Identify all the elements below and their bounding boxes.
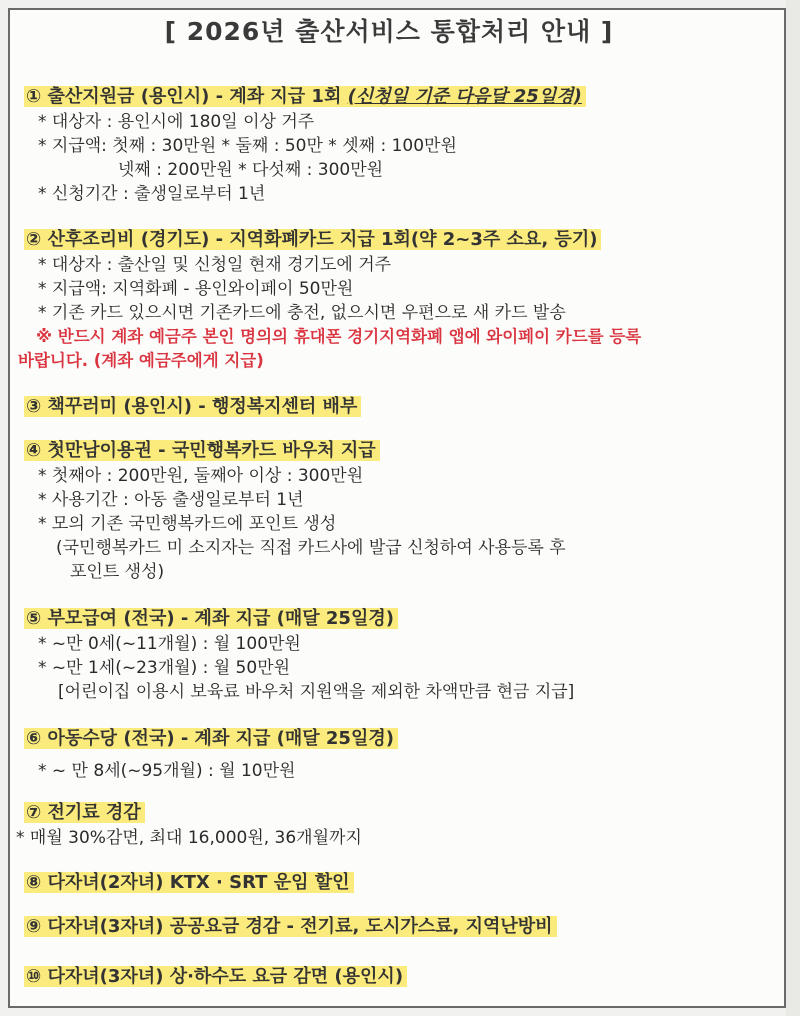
section-1-line-3: 넷째 : 200만원 * 다섯째 : 300만원 [118,160,384,180]
section-2-warning-2: 바랍니다. (계좌 예금주에게 지급) [18,351,264,370]
section-1-line-4: * 신청기간 : 출생일로부터 1년 [38,184,266,204]
section-7-heading [24,802,145,824]
section-2-line-1: * 대상자 : 출산일 및 신청일 현재 경기도에 거주 [38,255,392,275]
section-1-line-1: * 대상자 : 용인시에 180일 이상 거주 [38,112,315,132]
section-4-line-4: (국민행복카드 미 소지자는 직접 카드사에 발급 신청하여 사용등록 후 [56,538,566,558]
section-5-heading [24,608,398,630]
section-2-line-3: * 기존 카드 있으시면 기존카드에 충전, 없으시면 우편으로 새 카드 발송 [38,303,566,323]
section-3-title: ③ 책꾸러미 (용인시) - 행정복지센터 배부 [24,396,361,417]
section-5-line-3: [어린이집 이용시 보육료 바우처 지원액을 제외한 차액만큼 현금 지급] [58,682,575,702]
section-1-heading [24,86,586,108]
section-4-line-3: * 모의 기존 국민행복카드에 포인트 생성 [38,514,337,534]
section-2-line-2: * 지급액: 지역화폐 - 용인와이페이 50만원 [38,279,354,299]
section-4-title: ④ 첫만남이용권 - 국민행복카드 바우처 지급 [24,440,380,461]
section-3-heading [24,396,361,418]
section-5-title: ⑤ 부모급여 (전국) - 계좌 지급 (매달 25일경) [24,608,398,629]
section-10-heading [24,966,407,988]
section-5-line-1: * ~만 0세(~11개월) : 월 100만원 [38,634,301,654]
section-6-heading [24,728,398,750]
section-10-title: ⑩ 다자녀(3자녀) 상·하수도 요금 감면 (용인시) [24,966,407,987]
section-2-warning-1: ※ 반드시 계좌 예금주 본인 명의의 휴대폰 경기지역화폐 앱에 와이페이 카드를 등록 [36,327,642,346]
section-8-title: ⑧ 다자녀(2자녀) KTX · SRT 운임 할인 [24,872,354,893]
section-7-line-1: * 매월 30%감면, 최대 16,000원, 36개월까지 [16,828,362,848]
section-6-title: ⑥ 아동수당 (전국) - 계좌 지급 (매달 25일경) [24,728,398,749]
section-4-line-5: 포인트 생성) [70,562,165,582]
section-4-heading [24,440,380,462]
page-edge [786,0,800,1016]
section-2-title: ② 산후조리비 (경기도) - 지역화폐카드 지급 1회(약 2~3주 소요, 등기) [24,229,601,250]
section-1-title: ① 출산지원금 (용인시) - 계좌 지급 1회 [26,86,348,107]
section-8-heading [24,872,354,894]
section-4-line-1: * 첫째아 : 200만원, 둘째아 이상 : 300만원 [38,466,364,486]
section-4-line-2: * 사용기간 : 아동 출생일로부터 1년 [38,490,304,510]
section-9-title: ⑨ 다자녀(3자녀) 공공요금 경감 - 전기료, 도시가스료, 지역난방비 [24,916,557,937]
section-7-title: ⑦ 전기료 경감 [24,802,145,823]
section-5-line-2: * ~만 1세(~23개월) : 월 50만원 [38,658,291,678]
section-9-heading [24,916,557,938]
section-1-line-2: * 지급액: 첫째 : 30만원 * 둘째 : 50만 * 셋째 : 100만원 [38,136,457,156]
section-1-note: (신청일 기준 다음달 25일경) [347,86,582,107]
page-title: [ 2026년 출산서비스 통합처리 안내 ] [164,17,614,46]
section-6-line-1: * ~ 만 8세(~95개월) : 월 10만원 [38,761,296,781]
section-2-heading [24,229,601,251]
